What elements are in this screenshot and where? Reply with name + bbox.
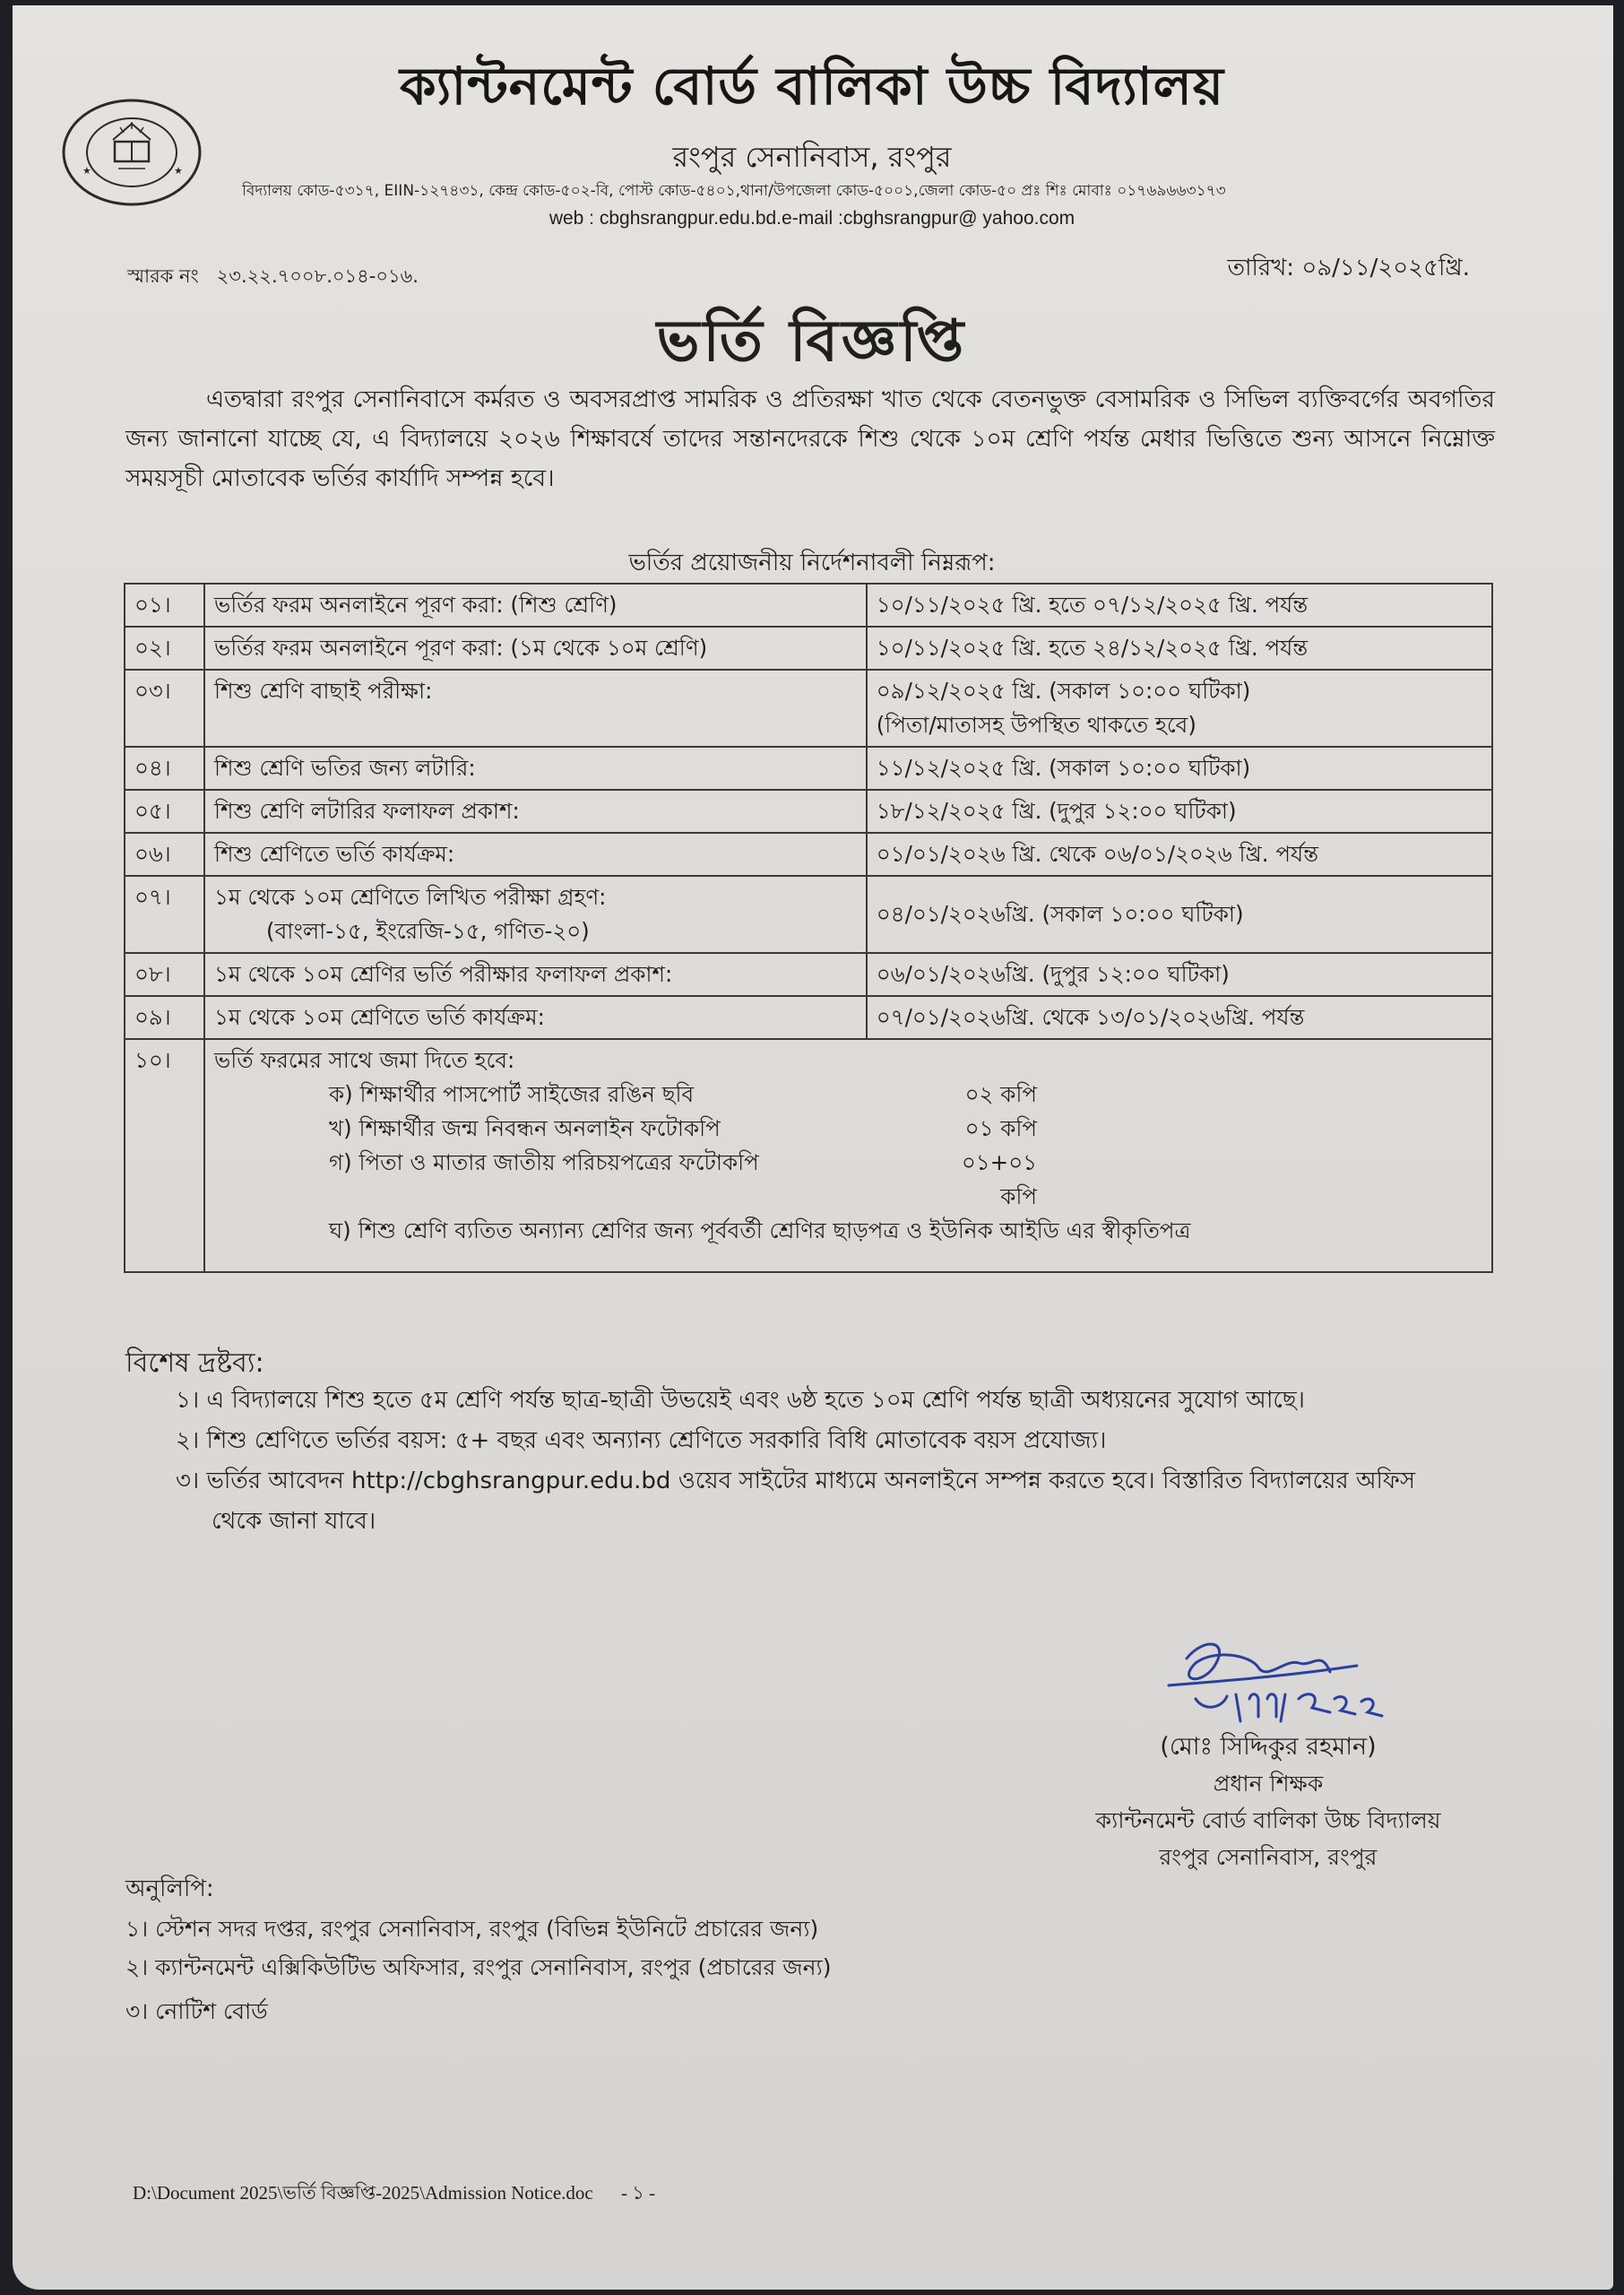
- handwritten-signature: [1151, 1632, 1420, 1739]
- table-row: [125, 670, 1492, 747]
- row-task: শিশু শ্রেণি ভতির জন্য লটারি:: [204, 747, 867, 790]
- row-serial: ০৬।: [125, 833, 204, 876]
- table-row: [125, 627, 1492, 670]
- row-task-subjects: (বাংলা-১৫, ইংরেজি-১৫, গণিত-২০): [266, 918, 590, 944]
- note-item: ২। শিশু শ্রেণিতে ভর্তির বয়স: ৫+ বছর এবং অন্যান্য শ্রেণিতে সরকারি বিধি মোতাবেক বয়স প্রযোজ্য।: [176, 1427, 1107, 1454]
- document-label: গ) পিতা ও মাতার জাতীয় পরিচয়পত্রের ফটোকপি: [329, 1149, 759, 1175]
- row-schedule-note: (পিতা/মাতাসহ উপস্থিত থাকতে হবে): [876, 712, 1196, 738]
- svg-text:★: ★: [174, 165, 183, 177]
- web-email-line: web : cbghsrangpur.edu.bd.e-mail :cbghsrangpur@ yahoo.com: [549, 208, 1075, 229]
- signatory-address: রংপুর সেনানিবাস, রংপুর: [1159, 1844, 1378, 1870]
- document-label: খ) শিক্ষার্থীর জন্ম নিবন্ধন অনলাইন ফটোকপি: [329, 1115, 721, 1141]
- schedule-heading: ভর্তির প্রয়োজনীয় নির্দেশনাবলী নিম্নরূপ:: [628, 550, 996, 576]
- copy-item: ১। স্টেশন সদর দপ্তর, রংপুর সেনানিবাস, রংপুর (বিভিন্ন ইউনিটে প্রচারের জন্য): [125, 1916, 819, 1942]
- school-codes-line: বিদ্যালয় কোড-৫৩১৭, EIIN-১২৭৪৩১, কেন্দ্র কোড-৫০২-বি, পোস্ট কোড-৫৪০১,থানা/উপজেলা কোড-৫০০১,জেলা কোড-৫০ প্রঃ শিঃ মোবাঃ ০১৭৬৯৬৬৩১৭৩: [242, 182, 1226, 200]
- table-row: [125, 747, 1492, 790]
- document-item: [329, 1112, 1482, 1146]
- row-schedule-line: ০৯/১২/২০২৫ খ্রি. (সকাল ১০:০০ ঘটিকা): [876, 678, 1251, 704]
- row-serial: ০৩।: [125, 670, 204, 747]
- row-serial: ০৪।: [125, 747, 204, 790]
- footer-file-path: D:\Document 2025\ভর্তি বিজ্ঞপ্তি-2025\Admission Notice.doc: [133, 2182, 593, 2204]
- table-row: [125, 876, 1492, 953]
- document-label: ক) শিক্ষার্থীর পাসপোর্ট সাইজের রঙিন ছবি: [329, 1081, 695, 1107]
- table-row: [125, 996, 1492, 1039]
- note-item: ৩। ভর্তির আবেদন http://cbghsrangpur.edu.bd ওয়েব সাইটের মাধ্যমে অনলাইনে সম্পন্ন করতে হবে। বিস্তারিত বিদ্যালয়ের অফিস থেকে জানা যাবে।: [176, 1468, 1416, 1535]
- row-task: [204, 876, 867, 953]
- row-schedule: ১০/১১/২০২৫ খ্রি. হতে ২৪/১২/২০২৫ খ্রি. পর্যন্ত: [867, 627, 1492, 670]
- row-task: ১ম থেকে ১০ম শ্রেণিতে ভর্তি কার্যক্রম:: [204, 996, 867, 1039]
- intro-paragraph: এতদ্বারা রংপুর সেনানিবাসে কর্মরত ও অবসরপ্রাপ্ত সামরিক ও প্রতিরক্ষা খাত থেকে বেতনভুক্ত বেসামরিক ও সিভিল ব্যক্তিবর্গের অবগতির জন্য জানানো যাচ্ছে যে, এ বিদ্যালয়ে ২০২৬ শিক্ষাবর্ষে তাদের সন্তানদেরকে শিশু থেকে ১০ম শ্রেণি পর্যন্ত মেধার ভিত্তিতে শুন্য আসনে নিম্নোক্ত সময়সূচী মোতাবেক ভর্তির কার্যাদি সম্পন্ন হবে।: [125, 385, 1495, 492]
- notice-title: ভর্তি বিজ্ঞপ্তি: [656, 308, 968, 375]
- signatory-designation: প্রধান শিক্ষক: [1213, 1771, 1324, 1797]
- document-item: [329, 1146, 1482, 1214]
- signatory-block: [1058, 1728, 1479, 1875]
- copy-item: ২। ক্যান্টনমেন্ট এক্সিকিউটিভ অফিসার, রংপুর সেনানিবাস, রংপুর (প্রচারের জন্য): [125, 1954, 832, 1980]
- schedule-table: [124, 583, 1493, 1273]
- document-qty: ০১ কপি: [964, 1115, 1038, 1141]
- document-label: ঘ) শিশু শ্রেণি ব্যতিত অন্যান্য শ্রেণির জন্য পূর্ববর্তী শ্রেণির ছাড়পত্র ও ইউনিক আইডি এর স্বীকৃতিপত্র: [329, 1217, 1191, 1243]
- row-schedule: ০৪/০১/২০২৬খ্রি. (সকাল ১০:০০ ঘটিকা): [867, 876, 1492, 953]
- school-location: রংপুর সেনানিবাস, রংপুর: [672, 140, 952, 174]
- row-task: শিশু শ্রেণি লটারির ফলাফল প্রকাশ:: [204, 790, 867, 833]
- row-schedule: ১১/১২/২০২৫ খ্রি. (সকাল ১০:০০ ঘটিকা): [867, 747, 1492, 790]
- memo-value: ২৩.২২.৭০০৮.০১৪-০১৬.: [216, 265, 419, 287]
- row-task: শিশু শ্রেণি বাছাই পরীক্ষা:: [204, 670, 867, 747]
- copies-heading: অনুলিপি:: [125, 1875, 214, 1902]
- documents-title: ভর্তি ফরমের সাথে জমা দিতে হবে:: [214, 1047, 515, 1073]
- row-schedule: ০৬/০১/২০২৬খ্রি. (দুপুর ১২:০০ ঘটিকা): [867, 953, 1492, 996]
- table-row: [125, 953, 1492, 996]
- special-notes-list: [176, 1381, 1466, 1542]
- row-task: শিশু শ্রেণিতে ভর্তি কার্যক্রম:: [204, 833, 867, 876]
- special-notes-heading: বিশেষ দ্রষ্টব্য:: [125, 1347, 264, 1379]
- memo-label: স্মারক নং: [127, 265, 199, 287]
- footer: [133, 2178, 655, 2210]
- notice-date: তারিখ: ০৯/১১/২০২৫খ্রি.: [1227, 255, 1470, 281]
- row-serial: ০৭।: [125, 876, 204, 953]
- note-item: ১। এ বিদ্যালয়ে শিশু হতে ৫ম শ্রেণি পর্যন্ত ছাত্র-ছাত্রী উভয়েই এবং ৬ষ্ঠ হতে ১০ম শ্রেণি পর্যন্ত ছাত্রী অধ্যয়নের সুযোগ আছে।: [176, 1387, 1305, 1414]
- table-row: [125, 833, 1492, 876]
- copies-list: [125, 1910, 832, 2031]
- document-qty: ০১+০১ কপি: [961, 1149, 1038, 1209]
- svg-text:★: ★: [82, 165, 91, 177]
- table-row: [125, 584, 1492, 627]
- row-schedule: ০১/০১/২০২৬ খ্রি. থেকে ০৬/০১/২০২৬ খ্রি. পর্যন্ত: [867, 833, 1492, 876]
- row-schedule: ১৮/১২/২০২৫ খ্রি. (দুপুর ১২:০০ ঘটিকা): [867, 790, 1492, 833]
- memo-number: [127, 262, 419, 293]
- row-task: ভর্তির ফরম অনলাইনে পূরণ করা: (শিশু শ্রেণি): [204, 584, 867, 627]
- row-schedule: ০৭/০১/২০২৬খ্রি. থেকে ১৩/০১/২০২৬খ্রি. পর্যন্ত: [867, 996, 1492, 1039]
- row-serial: ০৫।: [125, 790, 204, 833]
- row-serial: ০২।: [125, 627, 204, 670]
- documents-cell: [204, 1039, 1492, 1272]
- document-item: [329, 1214, 1482, 1248]
- row-schedule: ১০/১১/২০২৫ খ্রি. হতে ০৭/১২/২০২৫ খ্রি. পর্যন্ত: [867, 584, 1492, 627]
- copy-item: ৩। নোটিশ বোর্ড: [125, 1998, 268, 2024]
- row-schedule: [867, 670, 1492, 747]
- row-serial: ১০।: [125, 1039, 204, 1272]
- documents-list: [214, 1078, 1482, 1248]
- table-row-documents: [125, 1039, 1492, 1272]
- signatory-institution: ক্যান্টনমেন্ট বোর্ড বালিকা উচ্চ বিদ্যালয়: [1095, 1807, 1441, 1833]
- row-serial: ০১।: [125, 584, 204, 627]
- document-item: [329, 1078, 1482, 1112]
- table-row: [125, 790, 1492, 833]
- row-task-line: ১ম থেকে ১০ম শ্রেণিতে লিখিত পরীক্ষা গ্রহণ:: [214, 884, 607, 910]
- school-name: ক্যান্টনমেন্ট বোর্ড বালিকা উচ্চ বিদ্যালয়: [399, 56, 1225, 117]
- document-qty: ০২ কপি: [964, 1081, 1038, 1107]
- page-number: - ১ -: [621, 2182, 656, 2204]
- row-task: ভর্তির ফরম অনলাইনে পূরণ করা: (১ম থেকে ১০ম শ্রেণি): [204, 627, 867, 670]
- row-task: ১ম থেকে ১০ম শ্রেণির ভর্তি পরীক্ষার ফলাফল প্রকাশ:: [204, 953, 867, 996]
- row-serial: ০৮।: [125, 953, 204, 996]
- signatory-name: (মোঃ সিদ্দিকুর রহমান): [1160, 1733, 1377, 1761]
- row-serial: ০৯।: [125, 996, 204, 1039]
